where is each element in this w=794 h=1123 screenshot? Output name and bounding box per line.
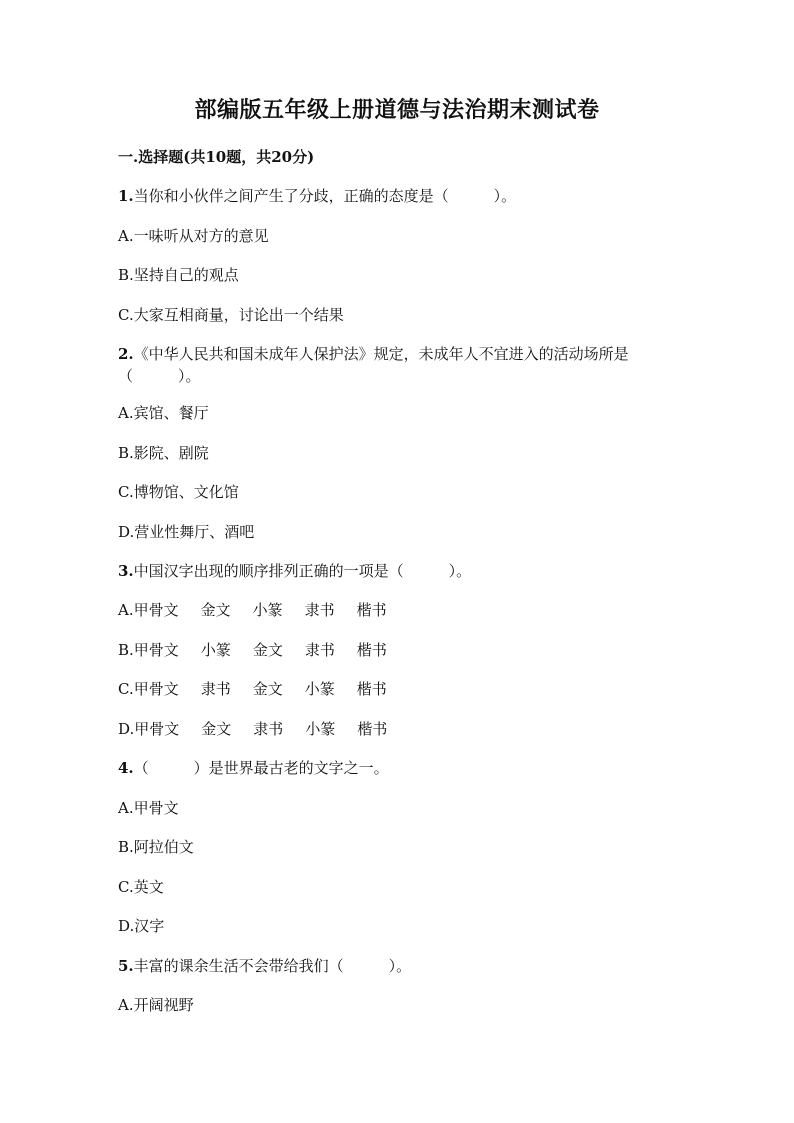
- question-text: 《中华人民共和国未成年人保护法》规定，未成年人不宜进入的活动场所是（ ）。: [118, 345, 629, 385]
- q4-option-b: B.阿拉伯文: [118, 838, 194, 856]
- option-letter: A.: [118, 601, 134, 619]
- q3-option-c: [118, 678, 387, 700]
- option-item: 甲骨文: [133, 641, 179, 659]
- option-item: 甲骨文: [134, 720, 180, 738]
- option-item: 隶书: [253, 720, 284, 738]
- option-item: 金文: [201, 720, 232, 738]
- option-item: 甲骨文: [133, 680, 179, 698]
- option-item: 甲骨文: [133, 601, 179, 619]
- q2-option-c: C.博物馆、文化馆: [118, 483, 239, 501]
- option-letter: D.: [118, 720, 135, 738]
- option-item: 楷书: [357, 720, 388, 738]
- option-item: 隶书: [304, 601, 335, 619]
- q1-option-b: B.坚持自己的观点: [118, 266, 239, 284]
- option-item: 隶书: [200, 680, 231, 698]
- question-number: 1.: [118, 187, 134, 205]
- question-number: 4.: [118, 759, 134, 777]
- option-item: 楷书: [356, 601, 387, 619]
- q4-option-a: A.甲骨文: [118, 799, 179, 817]
- q2-option-b: B.影院、剧院: [118, 444, 209, 462]
- question-text: 中国汉字出现的顺序排列正确的一项是（ ）。: [133, 562, 472, 580]
- q4-option-d: D.汉字: [118, 917, 165, 935]
- option-item: 小篆: [252, 601, 283, 619]
- option-item: 金文: [252, 641, 283, 659]
- option-item: 隶书: [304, 641, 335, 659]
- option-item: 楷书: [356, 680, 387, 698]
- question-4: [118, 757, 678, 779]
- q2-option-a: A.宾馆、餐厅: [118, 404, 209, 422]
- question-1: [118, 185, 678, 207]
- option-letter: C.: [118, 680, 134, 698]
- q1-option-c: C.大家互相商量，讨论出一个结果: [118, 306, 344, 324]
- option-item: 金文: [252, 680, 283, 698]
- q4-option-c: C.英文: [118, 878, 164, 896]
- q3-option-a: [118, 599, 387, 621]
- page-title: 部编版五年级上册道德与法治期末测试卷: [194, 97, 600, 123]
- q3-option-d: [118, 718, 387, 740]
- section-heading: 一.选择题(共10题，共20分): [118, 148, 315, 166]
- question-number: 5.: [118, 957, 134, 975]
- option-item: 小篆: [200, 641, 231, 659]
- option-item: 小篆: [304, 680, 335, 698]
- q2-option-d: D.营业性舞厅、酒吧: [118, 523, 255, 541]
- question-number: 3.: [118, 562, 134, 580]
- q3-option-b: [118, 639, 387, 661]
- option-letter: B.: [118, 641, 134, 659]
- question-text: （ ）是世界最古老的文字之一。: [133, 759, 389, 777]
- option-item: 小篆: [305, 720, 336, 738]
- option-item: 金文: [200, 601, 231, 619]
- question-text: 丰富的课余生活不会带给我们（ ）。: [133, 957, 412, 975]
- q1-option-a: A.一味听从对方的意见: [118, 227, 269, 245]
- question-5: [118, 955, 678, 977]
- question-2: [118, 343, 678, 387]
- question-text: 当你和小伙伴之间产生了分歧，正确的态度是（ ）。: [133, 187, 517, 205]
- option-item: 楷书: [356, 641, 387, 659]
- question-3: [118, 560, 678, 582]
- question-number: 2.: [118, 345, 134, 363]
- q5-option-a: A.开阔视野: [118, 996, 194, 1014]
